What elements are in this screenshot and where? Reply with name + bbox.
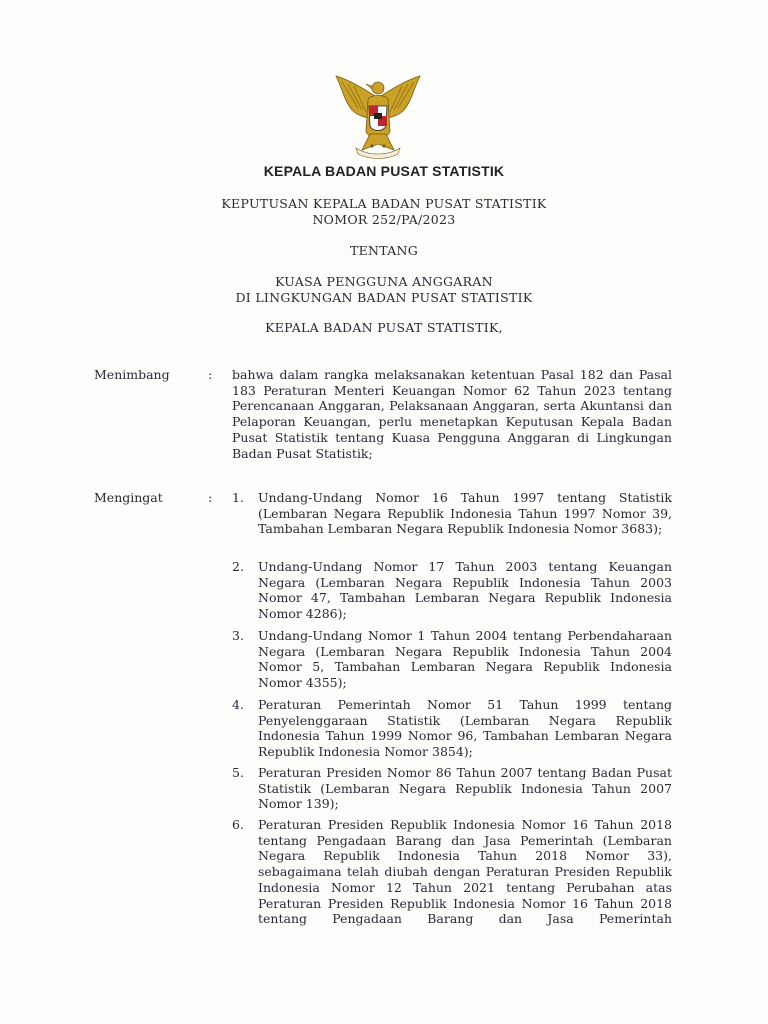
subject-line-1: KUASA PENGGUNA ANGGARAN	[275, 274, 493, 289]
about-heading: TENTANG	[349, 243, 419, 258]
mengingat-item-4-text: Peraturan Pemerintah Nomor 51 Tahun 1999 tentang Penyelenggaraan Statistik (Lembaran Negara Republik Indonesia Tahun 1999 Nomor 96, Tambahan Lembaran Negara Republik Indonesia Nomor 3854);	[258, 697, 672, 760]
mengingat-colon: :	[208, 490, 213, 505]
mengingat-label: Mengingat	[94, 490, 163, 505]
decree-title: KEPUTUSAN KEPALA BADAN PUSAT STATISTIK	[221, 196, 547, 211]
mengingat-item-5-text: Peraturan Presiden Nomor 86 Tahun 2007 tentang Badan Pusat Statistik (Lembaran Negara Republik Indonesia Tahun 2007 Nomor 139);	[258, 765, 672, 812]
decree-number: NOMOR 252/PA/2023	[312, 212, 456, 227]
mengingat-item-6-number: 6.	[232, 817, 244, 832]
mengingat-item-1-text: Undang-Undang Nomor 16 Tahun 1997 tentang Statistik (Lembaran Negara Republik Indonesia Tahun 1997 Nomor 39, Tambahan Lembaran Negara Republik Indonesia Nomor 3683);	[258, 490, 672, 537]
official-title: KEPALA BADAN PUSAT STATISTIK	[263, 163, 505, 179]
mengingat-item-5-number: 5.	[232, 765, 244, 780]
menimbang-label: Menimbang	[94, 367, 170, 382]
mengingat-item-2-number: 2.	[232, 559, 244, 574]
mengingat-item-3-text: Undang-Undang Nomor 1 Tahun 2004 tentang Perbendaharaan Negara (Lembaran Negara Republik Indonesia Tahun 2004 Nomor 5, Tambahan Lembaran Negara Republik Indonesia Nomor 4355);	[258, 628, 672, 691]
mengingat-item-1-number: 1.	[232, 490, 244, 505]
mengingat-item-2-text: Undang-Undang Nomor 17 Tahun 2003 tentang Keuangan Negara (Lembaran Negara Republik Indonesia Tahun 2003 Nomor 47, Tambahan Lembaran Negara Republik Indonesia Nomor 4286);	[258, 559, 672, 622]
mengingat-item-3-number: 3.	[232, 628, 244, 643]
issuer-line: KEPALA BADAN PUSAT STATISTIK,	[265, 320, 503, 335]
mengingat-item-6-text: Peraturan Presiden Republik Indonesia Nomor 16 Tahun 2018 tentang Pengadaan Barang dan Jasa Pemerintah (Lembaran Negara Republik Indonesia Tahun 2018 Nomor 33), sebagaimana telah diubah dengan Peraturan Presiden Republik Indonesia Nomor 12 Tahun 2021 tentang Perubahan atas Peraturan Presiden Republik Indonesia Nomor 16 Tahun 2018 tentang Pengadaan Barang dan Jasa Pemerintah	[258, 817, 672, 927]
menimbang-colon: :	[208, 367, 213, 382]
subject-line-2: DI LINGKUNGAN BADAN PUSAT STATISTIK	[235, 290, 533, 305]
menimbang-text: bahwa dalam rangka melaksanakan ketentuan Pasal 182 dan Pasal 183 Peraturan Menteri Keuangan Nomor 62 Tahun 2023 tentang Perencanaan Anggaran, Pelaksanaan Anggaran, serta Akuntansi dan Pelaporan Keuangan, perlu menetapkan Keputusan Kepala Badan Pusat Statistik tentang Kuasa Pengguna Anggaran di Lingkungan Badan Pusat Statistik;	[232, 367, 672, 461]
mengingat-item-4-number: 4.	[232, 697, 244, 712]
garuda-emblem-icon	[328, 70, 428, 160]
